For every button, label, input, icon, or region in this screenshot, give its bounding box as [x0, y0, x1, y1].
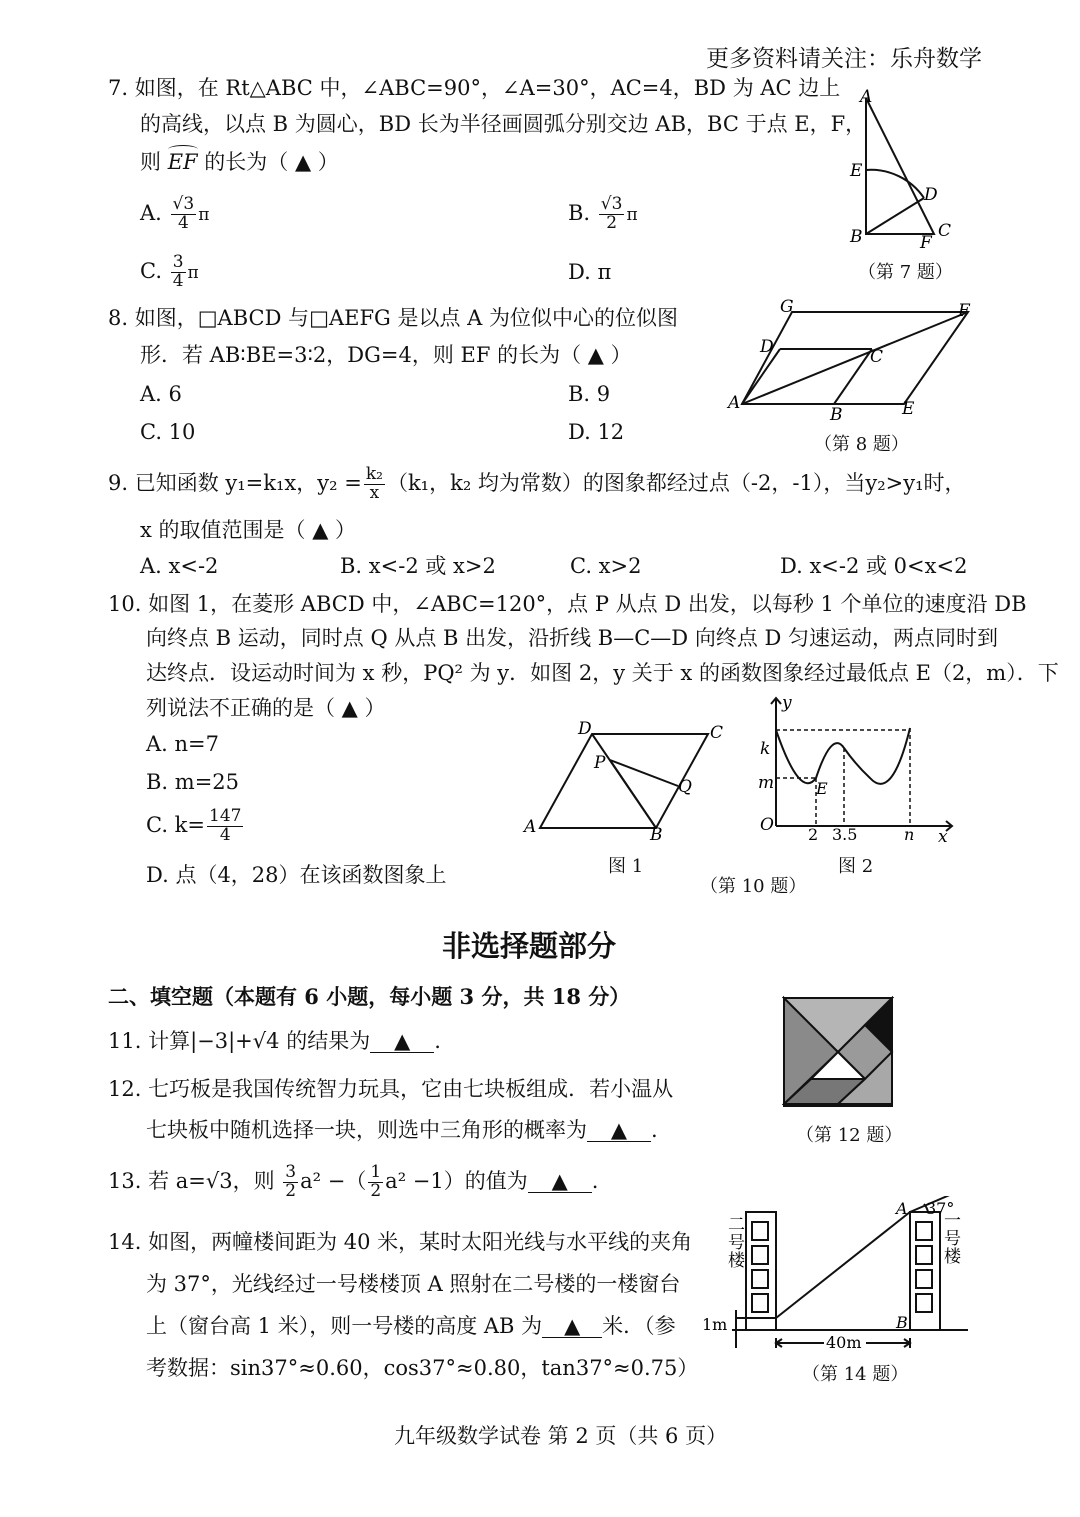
q10-option-c: C. k= $\frac{147}{4}$ [146, 806, 242, 845]
q14-label-bldg2: 二号楼 [728, 1215, 745, 1271]
q8-label-d: D [760, 337, 774, 357]
q13: 13. 若 a=√3，则 $\frac{3}{2}$ a² −（ $\frac{1}{2}$ a² −1）的值为 ▲ . [108, 1162, 599, 1201]
q10-f2-tick-n: n [904, 825, 915, 844]
q10-f2-label-x: x [938, 827, 948, 847]
q12-tangram-figure [782, 996, 894, 1108]
q10-option-d: D. 点（4，28）在该函数图象上 [146, 863, 447, 887]
q8-line2: 形．若 AB∶BE=3∶2，DG=4，则 EF 的长为（ ▲ ） [140, 343, 632, 367]
q10-option-a: A. n=7 [146, 732, 219, 756]
q10-figure-2 [752, 690, 962, 848]
q7-label-e: E [850, 161, 863, 181]
q9-line1: 9. 已知函数 y₁=k₁x，y₂ = $\frac{\text{k₂}}{x}$ （k₁，k₂ 均为常数）的图象都经过点（-2，-1），当y₂>y₁时， [108, 464, 966, 503]
q14-label-angle: 37° [926, 1199, 955, 1218]
q10-f1-label-q: Q [678, 777, 692, 797]
q8-fig-caption: （第 8 题） [814, 434, 909, 455]
q7-option-b: B. $\frac{√3}{2}$ π [568, 194, 638, 233]
q10-f1-label-p: P [594, 753, 606, 773]
q8-option-b: B. 9 [568, 382, 611, 406]
q9-option-a: A. x<-2 [140, 554, 219, 578]
q8-option-c: C. 10 [140, 420, 196, 444]
q9-option-b: B. x<-2 或 x>2 [340, 554, 496, 578]
q10-line3: 达终点．设运动时间为 x 秒，PQ² 为 y．如图 2，y 关于 x 的函数图象经过最低点 E（2，m）．下 [146, 661, 1059, 685]
q8-label-f: F [958, 301, 970, 321]
q8-option-a: A. 6 [140, 382, 182, 406]
q8-line1: 8. 如图，□ABCD 与□AEFG 是以点 A 为位似中心的位似图 [108, 306, 678, 330]
q8-label-a: A [728, 393, 741, 413]
q7-label-a: A [860, 87, 873, 107]
q14-label-height: 1m [702, 1315, 728, 1334]
q14-line1: 14. 如图，两幢楼间距为 40 米，某时太阳光线与水平线的夹角 [108, 1230, 693, 1254]
q14-label-bldg1: 一号楼 [944, 1211, 961, 1267]
q10-f1-label-d: D [578, 719, 592, 739]
q7-option-c: C. $\frac{3}{4}$ π [140, 252, 199, 291]
q14-line2: 为 37°，光线经过一号楼楼顶 A 照射在二号楼的一楼窗台 [146, 1272, 681, 1296]
q10-f2-label-m: m [758, 773, 775, 793]
q10-f1-label-b: B [650, 825, 663, 844]
q10-fig-caption: （第 10 题） [700, 876, 807, 897]
q14-figure [696, 1196, 976, 1360]
q9-line2: x 的取值范围是（ ▲ ） [140, 518, 357, 542]
q10-f2-label-y: y [782, 693, 792, 713]
q8-label-e: E [902, 399, 915, 419]
q8-label-c: C [870, 347, 884, 367]
q14-label-distance: 40m [826, 1333, 862, 1352]
q10-figure-1 [520, 714, 730, 844]
q8-option-d: D. 12 [568, 420, 625, 444]
q10-f1-label-c: C [710, 723, 724, 743]
q14-label-b: B [896, 1313, 908, 1332]
q10-f2-label-k: k [760, 739, 771, 759]
q10-f2-tick-2: 2 [808, 825, 819, 844]
q9-option-d: D. x<-2 或 0<x<2 [780, 554, 968, 578]
q7-option-d: D. π [568, 260, 612, 284]
q10-fig2-caption: 图 2 [838, 856, 874, 877]
q10-f2-label-o: O [760, 815, 774, 835]
q14-line4: 考数据：sin37°≈0.60，cos37°≈0.80，tan37°≈0.75） [146, 1356, 699, 1380]
q7-label-f: F [920, 233, 932, 253]
q7-arc-label: EF [167, 150, 198, 174]
q10-f2-label-e: E [816, 779, 828, 798]
q12-fig-caption: （第 12 题） [796, 1125, 903, 1146]
q12-blank: ▲ [587, 1120, 651, 1142]
q8-figure [722, 296, 978, 426]
q8-label-b: B [830, 405, 843, 425]
q10-line4: 列说法不正确的是（ ▲ ） [146, 696, 386, 720]
q12-line1: 12. 七巧板是我国传统智力玩具，它由七块板组成．若小温从 [108, 1077, 674, 1101]
q11-blank: ▲ [370, 1031, 434, 1053]
q7-fig-caption: （第 7 题） [858, 262, 953, 283]
q7-line3: 则 EF 的长为（ ▲ ） [140, 152, 339, 173]
q9-option-c: C. x>2 [570, 554, 642, 578]
q14-label-a: A [896, 1199, 908, 1218]
q7-option-a: A. $\frac{√3}{4}$ π [140, 194, 210, 233]
q10-option-b: B. m=25 [146, 770, 240, 794]
q8-label-g: G [780, 297, 794, 317]
q10-line1: 10. 如图 1，在菱形 ABCD 中，∠ABC=120°，点 P 从点 D 出发，以每秒 1 个单位的速度沿 DB [108, 592, 1027, 616]
q7-line2: 的高线，以点 B 为圆心，BD 长为半径画圆弧分别交边 AB，BC 于点 E，F， [140, 112, 867, 136]
q10-line2: 向终点 B 运动，同时点 Q 从点 B 出发，沿折线 B—C—D 向终点 D 匀速运动，两点同时到 [146, 626, 999, 650]
q10-f1-label-a: A [524, 817, 537, 837]
header-note: 更多资料请关注：乐舟数学 [706, 46, 982, 72]
q14-line3: 上（窗台高 1 米），则一号楼的高度 AB 为 ▲ 米．（参 [146, 1314, 676, 1338]
part2-title: 二、填空题（本题有 6 小题，每小题 3 分，共 18 分） [108, 984, 631, 1009]
q12-line2: 七块板中随机选择一块，则选中三角形的概率为 ▲ . [146, 1118, 658, 1142]
q10-fig1-caption: 图 1 [608, 856, 644, 877]
section-title: 非选择题部分 [442, 929, 617, 963]
q7-label-b: B [850, 227, 863, 247]
q13-blank: ▲ [528, 1171, 592, 1193]
page-footer: 九年级数学试卷 第 2 页（共 6 页） [394, 1424, 728, 1448]
q10-f2-tick-35: 3.5 [832, 825, 858, 844]
q11: 11. 计算|−3|+√4 的结果为 ▲ . [108, 1029, 441, 1053]
q7-label-c: C [938, 221, 952, 241]
q14-fig-caption: （第 14 题） [802, 1364, 909, 1385]
q7-figure [840, 84, 960, 254]
q7-line1: 7. 如图，在 Rt△ABC 中，∠ABC=90°，∠A=30°，AC=4，BD 为 AC 边上 [108, 76, 841, 100]
q14-blank: ▲ [542, 1316, 602, 1338]
q7-label-d: D [924, 185, 938, 205]
